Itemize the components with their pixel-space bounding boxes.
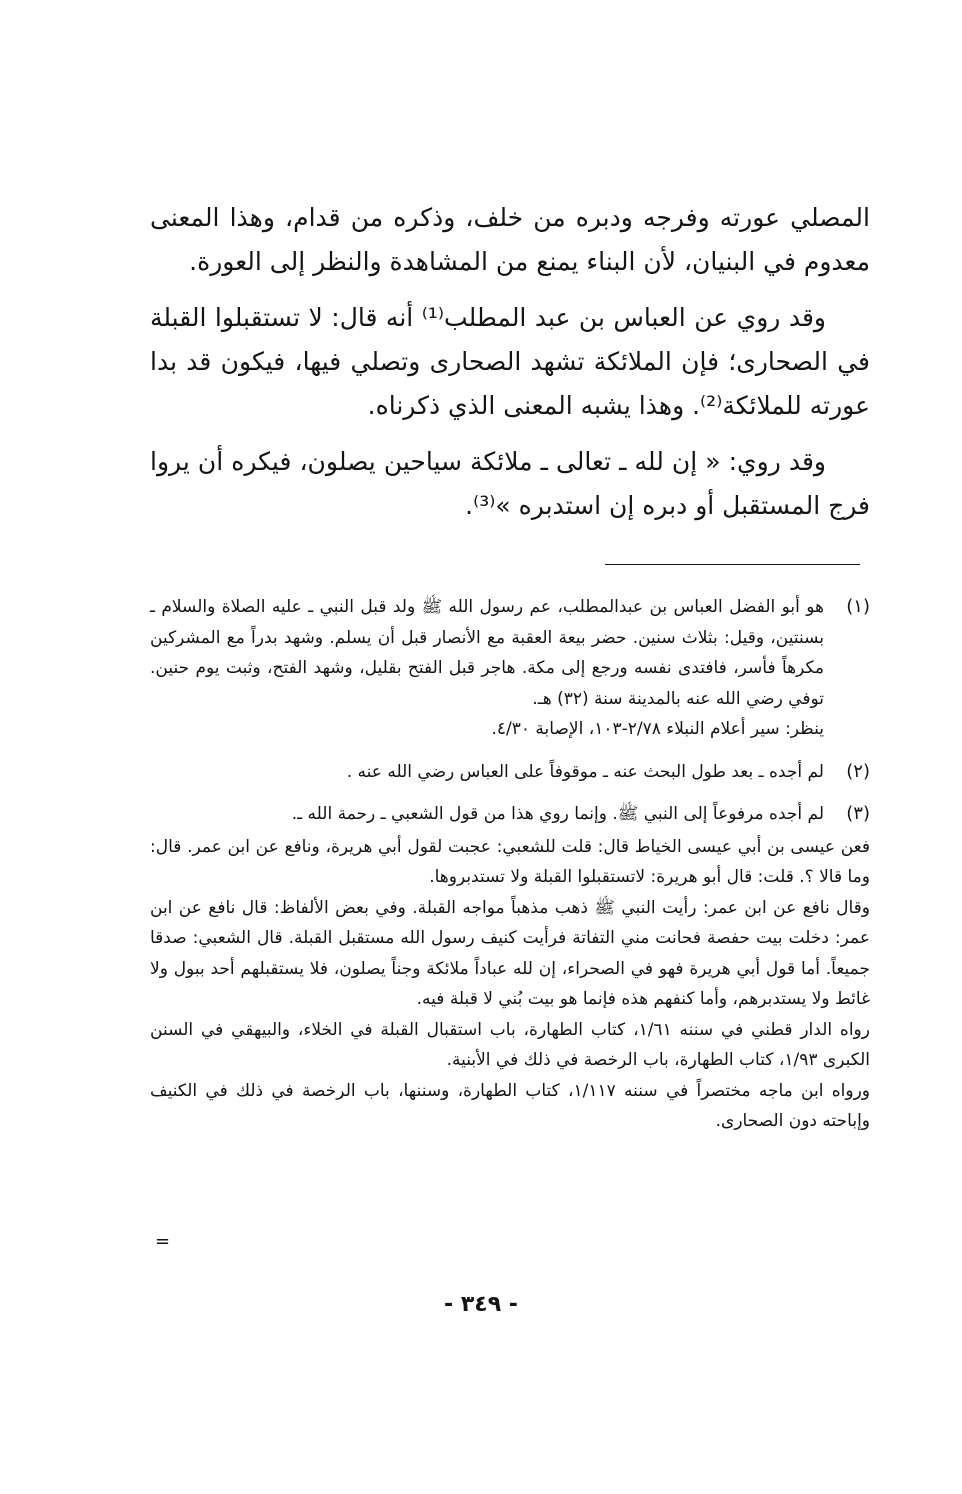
footnote-line: لم أجده مرفوعاً إلى النبي ﷺ. وإنما روي هذا من قول الشعبي ـ رحمة الله ـ. [291,804,824,824]
paragraph-1: المصلي عورته وفرجه ودبره من خلف، وذكره من قدام، وهذا المعنى معدوم في البنيان، لأن البناء يمنع من المشاهدة والنظر إلى العورة. [150,203,870,276]
footnote-1 [150,592,870,745]
footnote-number: (٢) [846,760,870,782]
main-text [150,196,870,540]
footnote-text [150,799,824,830]
footnote-text [150,592,824,745]
footnote-text [150,757,824,788]
footnote-line: هو أبو الفضل العباس بن عبدالمطلب، عم رسول الله ﷺ ولد قبل النبي ـ عليه الصلاة والسلام ـ بسنتين، وقيل: بثلاث سنين. حضر بيعة العقبة مع الأنصار قبل أن يسلم. وشهد بدراً مع المشركين مكرهاً فأسر، فافتدى نفسه ورجع إلى مكة. هاجر قبل الفتح بقليل، وشهد الفتح، وثبت يوم حنين. توفي رضي الله عنه بالمدينة سنة (٣٢) هـ. [150,597,824,709]
paragraph-2: وقد روي عن العباس بن عبد المطلب⁽¹⁾ أنه قال: لا تستقبلوا القبلة في الصحارى؛ فإن الملائكة تشهد الصحارى وتصلي فيها، فيكون قد بدا عورته للملائكة⁽²⁾. وهذا يشبه المعنى الذي ذكرناه. [150,303,870,420]
paragraph-3: وقد روي: « إن لله ـ تعالى ـ ملائكة سياحين يصلون، فيكره أن يروا فرج المستقبل أو دبره إن استدبره »⁽³⁾. [150,447,870,520]
footnote-number: (٣) [846,803,870,824]
footnote-number: (١) [846,596,870,617]
footnote-line: لم أجده ـ بعد طول البحث عنه ـ موقوفاً على العباس رضي الله عنه . [346,761,824,782]
footnote-3 [150,799,870,830]
footnote-line: رواه الدار قطني في سننه ١/٦١، كتاب الطهارة، باب استقبال القبلة في الخلاء، والبيهقي في السنن الكبرى ١/٩٣، كتاب الطهارة، باب الرخصة في ذلك في الأبنية. [150,1019,870,1070]
footnote-line: ينظر: سير أعلام النبلاء ٢/٧٨-١٠٣، الإصابة ٤/٣٠. [491,719,824,739]
footnote-separator [605,564,860,565]
footnote-line: فعن عيسى بن أبي عيسى الخياط قال: قلت للشعبي: عجبت لقول أبي هريرة، ونافع عن ابن عمر. قال: وما قالا ؟. قلت: قال أبو هريرة: لاتستقبلوا القبلة ولا تستدبروها. [150,836,870,887]
page-number: - ٣٤٩ - [444,1292,518,1317]
footnote-line: ورواه ابن ماجه مختصراً في سننه ١/١١٧، كتاب الطهارة، وسننها، باب الرخصة في ذلك في الكنيف وإباحته دون الصحارى. [150,1080,870,1131]
footnotes [150,592,870,1137]
footnote-3-continued [150,832,870,1137]
continuation-mark: = [155,1231,171,1252]
footnote-2 [150,757,870,788]
footnote-line: وقال نافع عن ابن عمر: رأيت النبي ﷺ ذهب مذهباً مواجه القبلة. وفي بعض الألفاظ: قال نافع عن ابن عمر: دخلت بيت حفصة فحانت مني التفاتة فرأيت كنيف رسول الله مستقبل القبلة. قال الشعبي: صدقا جميعاً. أما قول أبي هريرة فهو في الصحراء، إن لله عباداً ملائكة وجناً يصلون، فلا يستقبلهم أحد ببول ولا غائط ولا يستدبرهم، وأما كنفهم هذه فإنما هو بيت بُني لا قبلة فيه. [150,897,870,1009]
